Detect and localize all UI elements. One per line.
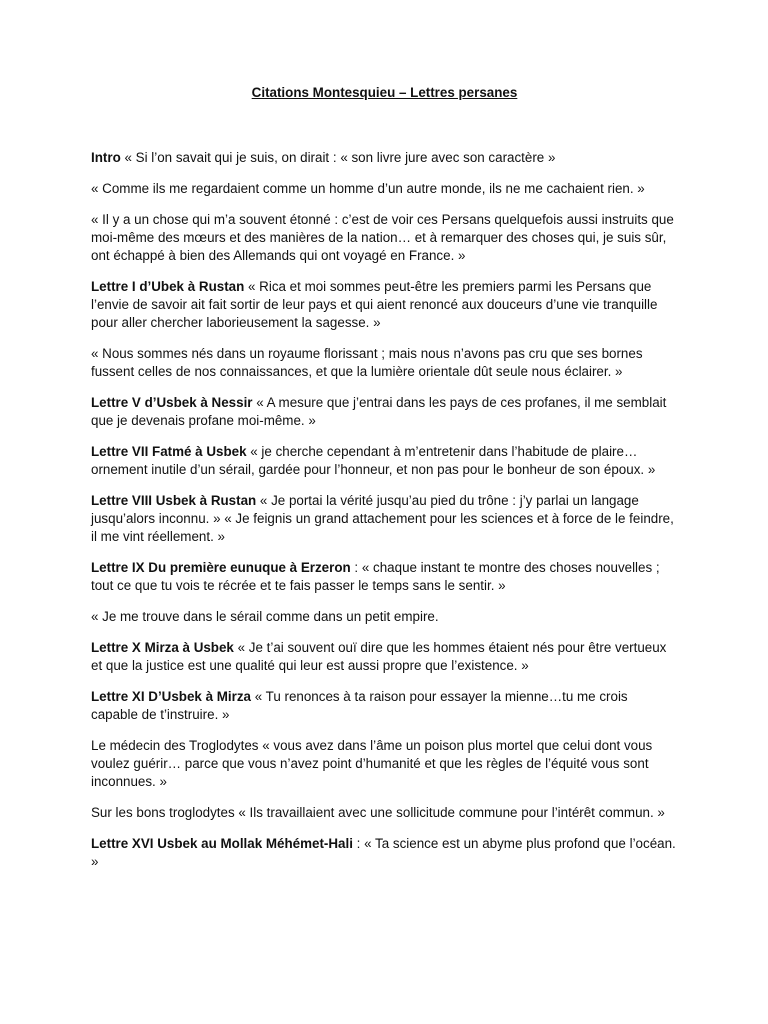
paragraph-text: « Si l’on savait qui je suis, on dirait : « son livre jure avec son caractère » xyxy=(120,150,556,165)
paragraph-quote xyxy=(91,211,678,265)
paragraph-text: « Comme ils me regardaient comme un homme d’un autre monde, ils ne me cachaient rien. » xyxy=(91,181,645,196)
document-title: Citations Montesquieu – Lettres persanes xyxy=(251,85,518,100)
paragraph-text: : « Ta science est un abyme plus profond que l’océan. » xyxy=(91,836,676,869)
paragraph-lettre-v xyxy=(91,394,678,430)
paragraph-lead: Lettre I d’Ubek à Rustan xyxy=(91,279,245,294)
paragraph-text: « Rica et moi sommes peut-être les premiers parmi les Persans que l’envie de savoir ait fait sortir de leur pays et qui aient renoncé aux douceurs d’une vie tranquille pour aller chercher laborieusement la sagesse. » xyxy=(91,279,658,330)
paragraph-text: : « chaque instant te montre des choses nouvelles ; tout ce que tu vois te récrée et te fais passer le temps sans le sentir. » xyxy=(91,560,660,593)
paragraph-quote xyxy=(91,345,678,381)
paragraph-lead: Lettre V d’Usbek à Nessir xyxy=(91,395,253,410)
paragraph-lead: Lettre IX Du première eunuque à Erzeron xyxy=(91,560,351,575)
paragraph-quote xyxy=(91,608,678,626)
paragraph-text: Le médecin des Troglodytes « vous avez dans l’âme un poison plus mortel que celui dont vous voulez guérir… parce que vous n’avez point d’humanité et que les règles de l’équité vous sont inconnues. » xyxy=(91,738,653,789)
paragraph-text: « Je me trouve dans le sérail comme dans un petit empire. xyxy=(91,609,439,624)
paragraph-text: « Nous sommes nés dans un royaume florissant ; mais nous n’avons pas cru que ses bornes fussent celles de nos connaissances, et que la lumière orientale dût seule nous éclairer. » xyxy=(91,346,643,379)
paragraph-text: « A mesure que j’entrai dans les pays de ces profanes, il me semblait que je devenais profane moi-même. » xyxy=(91,395,667,428)
paragraph-text: « Je portai la vérité jusqu’au pied du trône : j’y parlai un langage jusqu’alors inconnu. » « Je feignis un grand attachement pour les sciences et à force de le feindre, il me vint réellement. » xyxy=(91,493,674,544)
paragraph-text: « je cherche cependant à m’entretenir dans l’habitude de plaire… ornement inutile d’un sérail, gardée pour l’honneur, et non pas pour le bonheur de son époux. » xyxy=(91,444,656,477)
paragraph-medecin xyxy=(91,737,678,791)
paragraph-text: « Tu renonces à ta raison pour essayer la mienne…tu me crois capable de t’instruire. » xyxy=(91,689,628,722)
paragraph-lead: Lettre XI D’Usbek à Mirza xyxy=(91,689,251,704)
paragraph-lettre-x xyxy=(91,639,678,675)
paragraph-lettre-xvi xyxy=(91,835,678,871)
paragraph-troglodytes xyxy=(91,804,678,822)
paragraph-lettre-ix xyxy=(91,559,678,595)
paragraph-lettre-i xyxy=(91,278,678,332)
paragraph-text: « Il y a un chose qui m’a souvent étonné : c’est de voir ces Persans quelquefois aussi instruits que moi-même des mœurs et des manières de la nation… et à remarquer des choses qui, je suis sûr, ont échappé à bien des Allemands qui ont voyagé en France. » xyxy=(91,212,674,263)
paragraph-lead: Lettre VIII Usbek à Rustan xyxy=(91,493,257,508)
paragraph-lead: Lettre XVI Usbek au Mollak Méhémet-Hali xyxy=(91,836,353,851)
paragraph-lettre-vii xyxy=(91,443,678,479)
paragraph-lead: Lettre VII Fatmé à Usbek xyxy=(91,444,247,459)
paragraph-lead: Intro xyxy=(91,150,121,165)
paragraph-lead: Lettre X Mirza à Usbek xyxy=(91,640,234,655)
paragraph-quote xyxy=(91,180,678,198)
paragraph-lettre-viii xyxy=(91,492,678,546)
paragraph-intro xyxy=(91,149,678,167)
paragraph-text: « Je t’ai souvent ouï dire que les hommes étaient nés pour être vertueux et que la justice est une qualité qui leur est aussi propre que l’existence. » xyxy=(91,640,667,673)
paragraph-lettre-xi xyxy=(91,688,678,724)
paragraph-text: Sur les bons troglodytes « Ils travaillaient avec une sollicitude commune pour l’intérêt commun. » xyxy=(91,805,665,820)
